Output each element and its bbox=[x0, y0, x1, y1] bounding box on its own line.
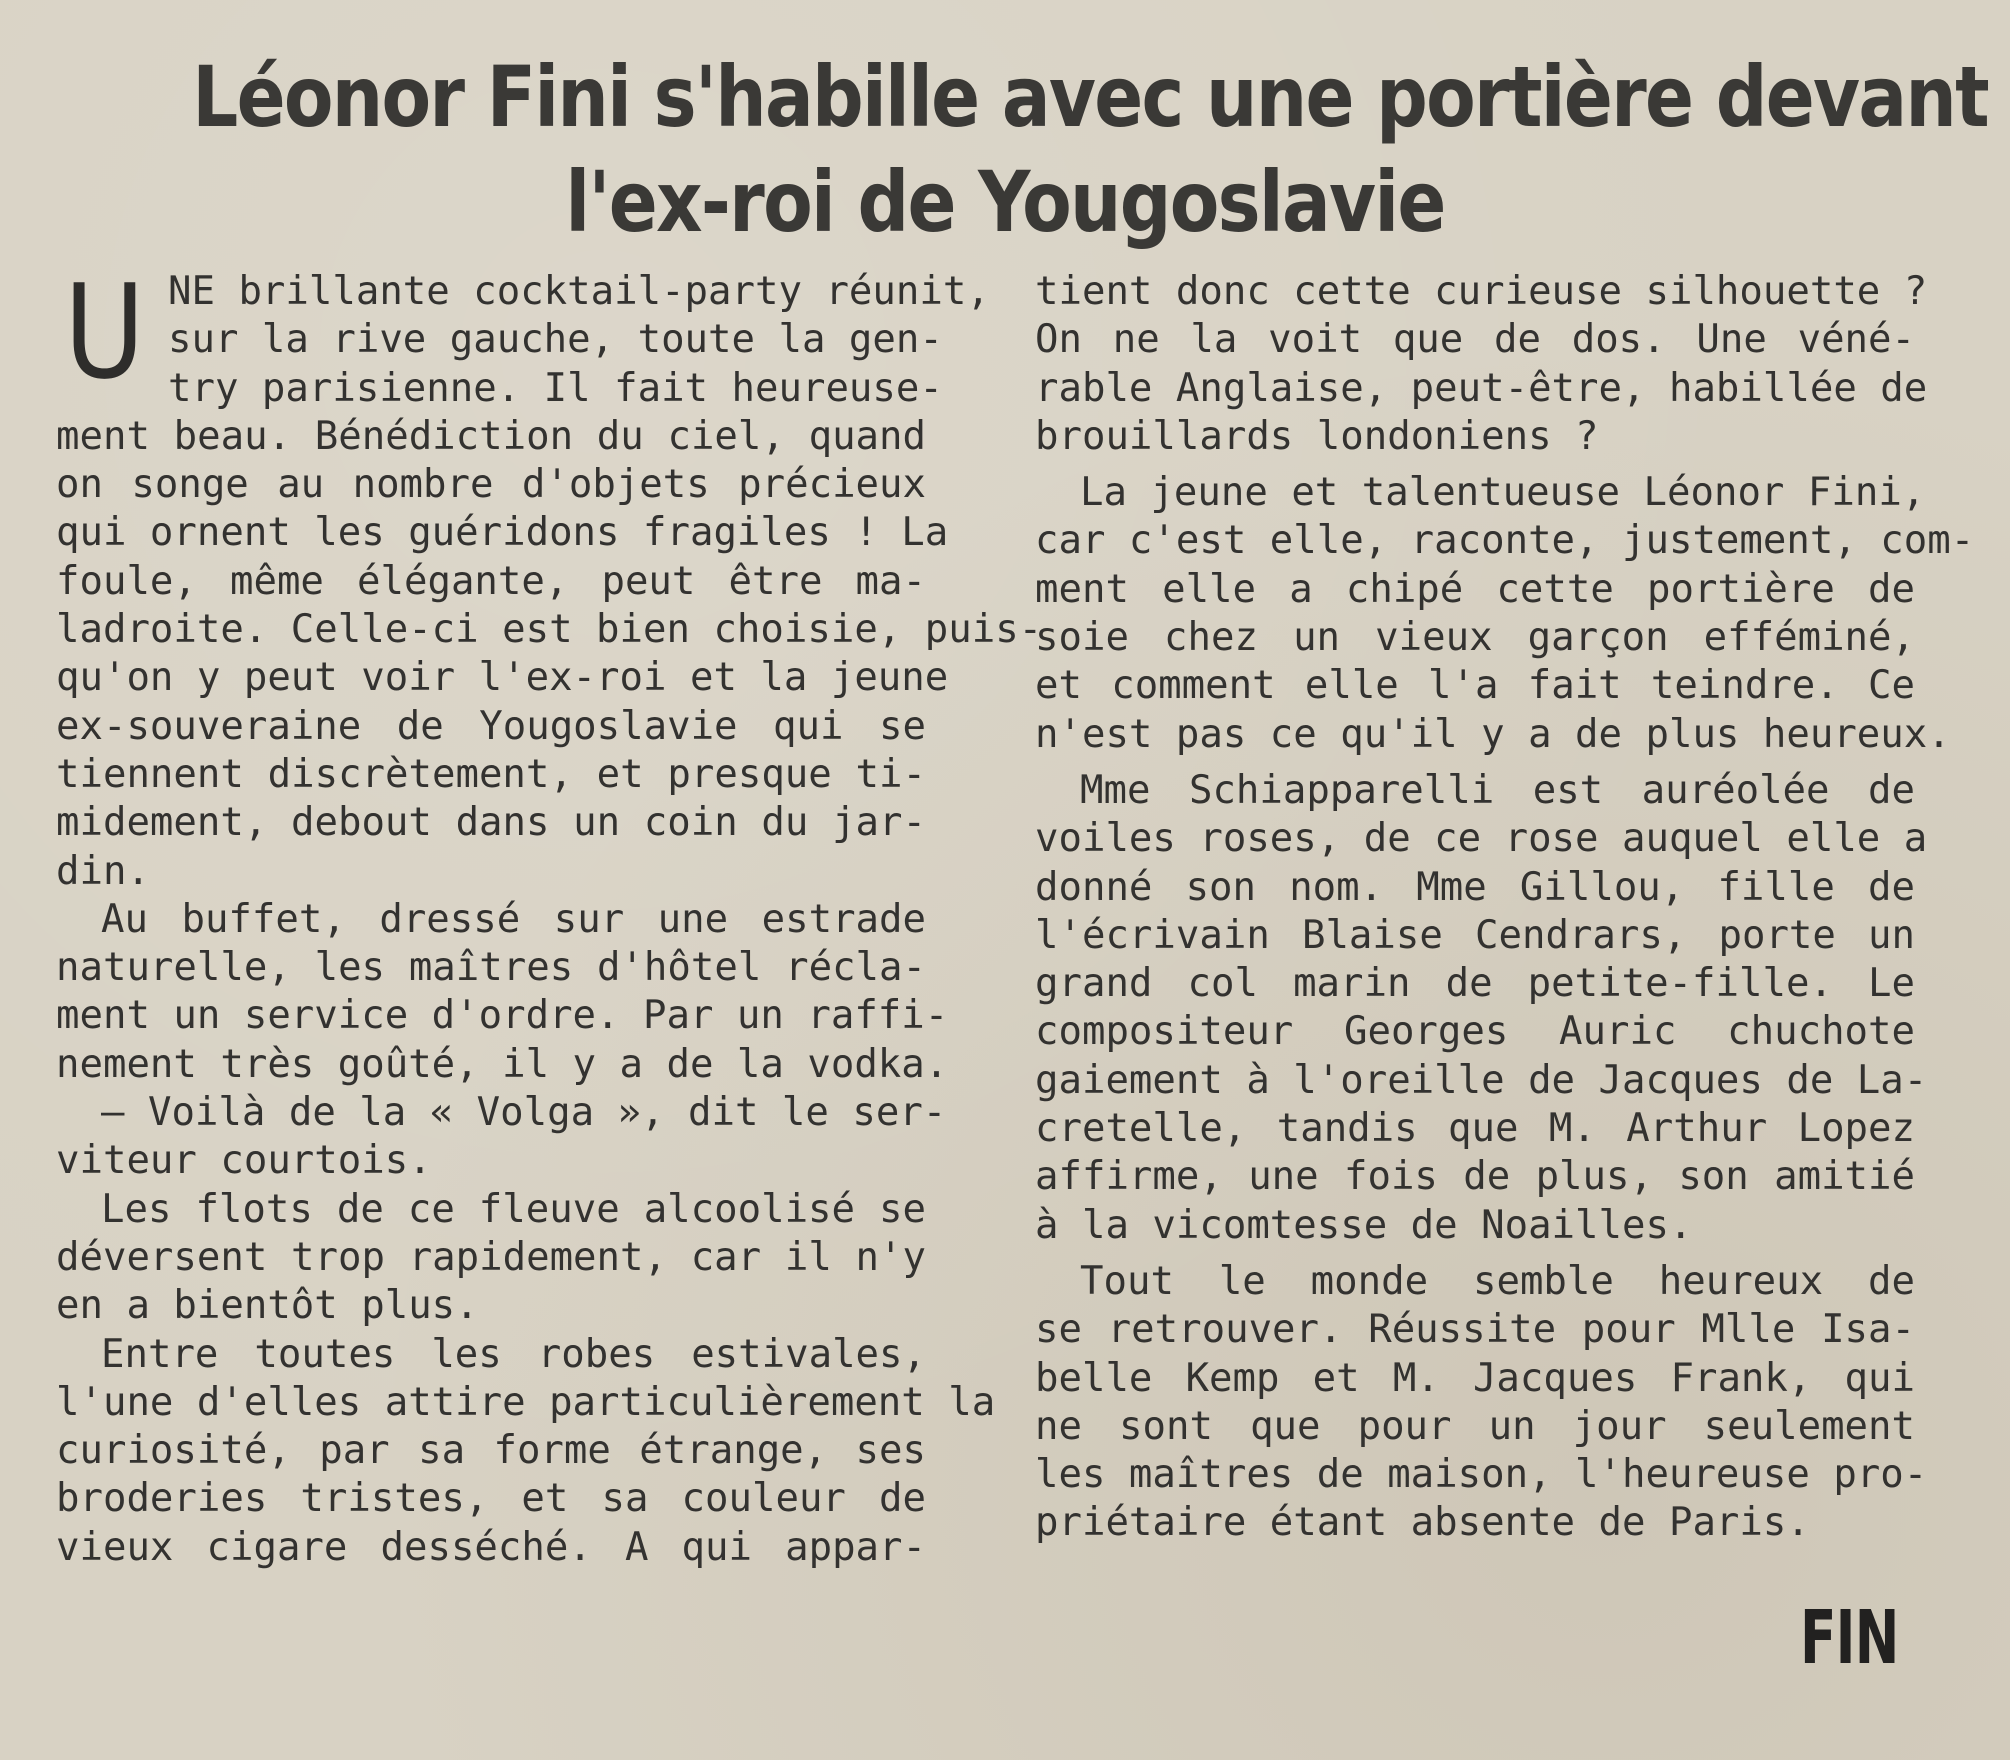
text-line: qu'on y peut voir l'ex-roi et la jeune bbox=[56, 655, 949, 701]
left-column bbox=[56, 256, 1043, 1572]
paragraph-3-rest bbox=[56, 1137, 926, 1185]
text-line: ex-souveraine de Yougoslavie qui se bbox=[56, 703, 926, 749]
paragraph-1 bbox=[56, 413, 1043, 896]
text-line: ment elle a chipé cette portière de bbox=[1035, 566, 1915, 612]
text-line: ment beau. Bénédiction du ciel, quand bbox=[56, 413, 926, 459]
paragraph-gap bbox=[1035, 1250, 1915, 1258]
text-line: NE brillante cocktail-party réunit, bbox=[168, 269, 990, 314]
text-line: curiosité, par sa forme étrange, ses bbox=[56, 1428, 926, 1474]
text-line: Les flots de ce fleuve alcoolisé se bbox=[101, 1186, 926, 1232]
paragraph-7-rest bbox=[1035, 815, 1928, 1250]
text-line: soie chez un vieux garçon efféminé, bbox=[1035, 615, 1915, 661]
text-line: et comment elle l'a fait teindre. Ce bbox=[1035, 663, 1915, 709]
text-line: foule, même élégante, peut être ma- bbox=[56, 558, 926, 604]
text-line: midement, debout dans un coin du jar- bbox=[56, 800, 926, 846]
paragraph-2 bbox=[56, 896, 926, 944]
text-line: belle Kemp et M. Jacques Frank, qui bbox=[1035, 1355, 1915, 1401]
text-line: on songe au nombre d'objets précieux bbox=[56, 462, 926, 508]
text-line: compositeur Georges Auric chuchote bbox=[1035, 1009, 1915, 1055]
text-line: naturelle, les maîtres d'hôtel récla- bbox=[56, 945, 926, 991]
text-line: rable Anglaise, peut-être, habillée de bbox=[1035, 365, 1928, 411]
text-line: car c'est elle, raconte, justement, com- bbox=[1035, 518, 1975, 564]
paragraph-7 bbox=[1035, 767, 1915, 815]
text-line: donné son nom. Mme Gillou, fille de bbox=[1035, 864, 1915, 910]
paragraph-3 bbox=[56, 1089, 947, 1137]
text-line: tiennent discrètement, et presque ti- bbox=[56, 751, 926, 797]
text-line: La jeune et talentueuse Léonor Fini, bbox=[1080, 470, 1926, 516]
text-line: en a bientôt plus. bbox=[56, 1283, 479, 1329]
text-line: Tout le monde semble heureux de bbox=[1080, 1258, 1915, 1304]
paragraph-5-rest bbox=[56, 1379, 996, 1572]
text-line: affirme, une fois de plus, son amitié bbox=[1035, 1154, 1915, 1200]
paragraph-6-rest bbox=[1035, 517, 1975, 758]
paragraph-4-rest bbox=[56, 1234, 926, 1331]
text-line: ladroite. Celle-ci est bien choisie, puis- bbox=[56, 607, 1043, 653]
text-line: priétaire étant absente de Paris. bbox=[1035, 1500, 1810, 1546]
text-line: try parisienne. Il fait heureuse- bbox=[168, 365, 943, 411]
text-line: cretelle, tandis que M. Arthur Lopez bbox=[1035, 1106, 1915, 1152]
paragraph-8-rest bbox=[1035, 1306, 1928, 1547]
text-line: les maîtres de maison, l'heureuse pro- bbox=[1035, 1452, 1928, 1498]
text-line: vieux cigare desséché. A qui appar- bbox=[56, 1524, 926, 1570]
text-line: qui ornent les guéridons fragiles ! La bbox=[56, 510, 949, 556]
text-line: sur la rive gauche, toute la gen- bbox=[168, 317, 943, 363]
text-line: On ne la voit que de dos. Une véné- bbox=[1035, 317, 1915, 363]
paragraph-gap bbox=[1035, 759, 1915, 767]
text-line: se retrouver. Réussite pour Mlle Isa- bbox=[1035, 1307, 1915, 1353]
opening-paragraph-head bbox=[56, 256, 990, 413]
paragraph-8 bbox=[1035, 1258, 1915, 1306]
headline-line-2: l'ex-roi de Yougoslavie bbox=[565, 153, 1445, 251]
text-line: voiles roses, de ce rose auquel elle a bbox=[1035, 816, 1928, 862]
text-line: brouillards londoniens ? bbox=[1035, 413, 1599, 459]
paragraph-5 bbox=[56, 1331, 926, 1379]
text-line: broderies tristes, et sa couleur de bbox=[56, 1476, 926, 1522]
text-line: Au buffet, dressé sur une estrade bbox=[101, 896, 926, 942]
text-line: — Voilà de la « Volga », dit le ser- bbox=[101, 1090, 947, 1136]
text-line: grand col marin de petite-fille. Le bbox=[1035, 961, 1915, 1007]
paragraph-2-rest bbox=[56, 944, 949, 1089]
paragraph-5-continued bbox=[1035, 268, 1928, 461]
text-line: Mme Schiapparelli est auréolée de bbox=[1080, 767, 1915, 813]
text-line: l'une d'elles attire particulièrement la bbox=[56, 1379, 996, 1425]
text-line: déversent trop rapidement, car il n'y bbox=[56, 1234, 926, 1280]
text-line: din. bbox=[56, 848, 150, 894]
text-line: gaiement à l'oreille de Jacques de La- bbox=[1035, 1057, 1928, 1103]
paragraph-gap bbox=[1035, 461, 1915, 469]
headline-line-1: Léonor Fini s'habille avec une portière devant bbox=[192, 48, 1988, 146]
text-line: n'est pas ce qu'il y a de plus heureux. bbox=[1035, 711, 1951, 757]
text-line: viteur courtois. bbox=[56, 1138, 432, 1184]
paragraph-4 bbox=[56, 1186, 926, 1234]
drop-cap: U bbox=[64, 256, 145, 408]
text-line: nement très goûté, il y a de la vodka. bbox=[56, 1041, 949, 1087]
text-line: Entre toutes les robes estivales, bbox=[101, 1331, 926, 1377]
text-line: l'écrivain Blaise Cendrars, porte un bbox=[1035, 912, 1915, 958]
paragraph-6 bbox=[1035, 469, 1926, 517]
text-line: tient donc cette curieuse silhouette ? bbox=[1035, 269, 1928, 314]
right-column bbox=[1035, 268, 1975, 1548]
end-mark: FIN bbox=[1800, 1595, 1899, 1681]
text-line: à la vicomtesse de Noailles. bbox=[1035, 1202, 1693, 1248]
text-line: ne sont que pour un jour seulement bbox=[1035, 1403, 1915, 1449]
text-line: ment un service d'ordre. Par un raffi- bbox=[56, 993, 949, 1039]
drop-cap-lines bbox=[168, 268, 990, 413]
